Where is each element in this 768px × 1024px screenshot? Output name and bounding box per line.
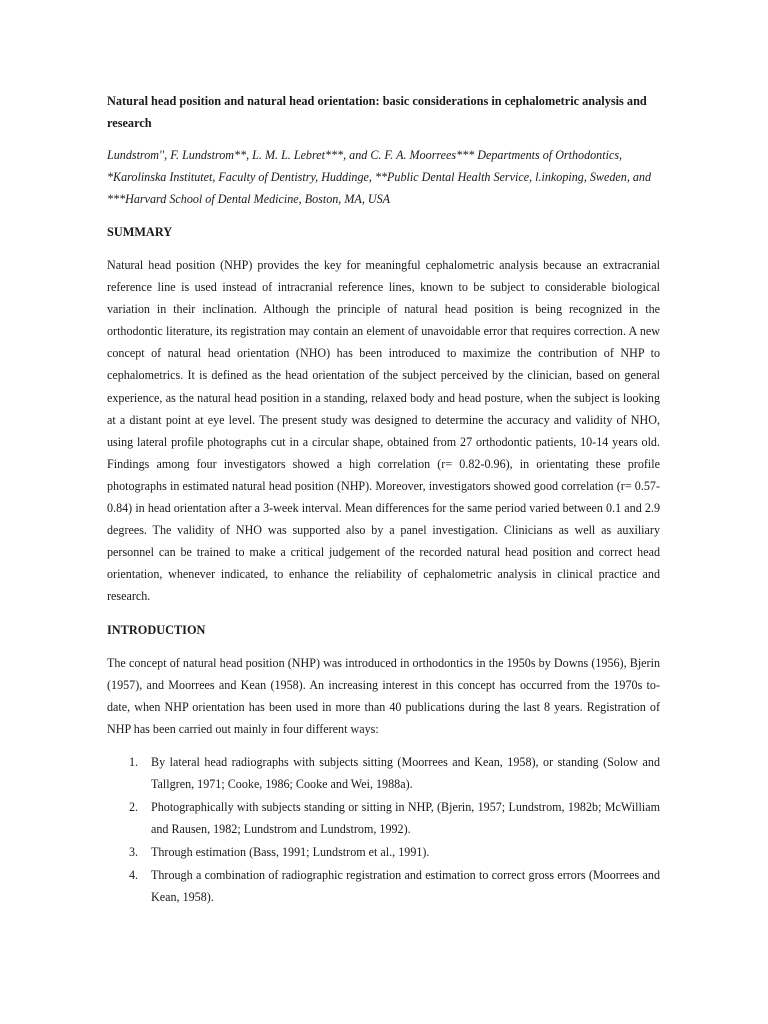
summary-paragraph: Natural head position (NHP) provides the key for meaningful cephalometric analysis because an extracranial reference line is used instead of intracranial reference lines, known to be subject to considerable biological variation in their inclination. Although the principle of natural head position is being recognized in the orthodontic literature, its registration may contain an element of unavoidable error that requires correction. A new concept of natural head orientation (NHO) has been introduced to maximize the contribution of NHP to cephalometrics. It is defined as the head orientation of the subject perceived by the clinician, based on general experience, as the natural head position in a standing, relaxed body and head posture, when the subject is looking at a distant point at eye level. The present study was designed to determine the accuracy and validity of NHO, using lateral profile photographs cut in a circular shape, obtained from 27 orthodontic patients, 10-14 years old. Findings among four investigators showed a high correlation (r= 0.82-0.96), in orientating these profile photographs in estimated natural head position (NHP). Moreover, investigators showed good correlation (r= 0.57-0.84) in head orientation after a 3-week interval. Mean differences for the same period varied between 0.1 and 2.9 degrees. The validity of NHO was supported also by a panel investigation. Clinicians as well as auxiliary personnel can be trained to make a critical judgement of the recorded natural head position and correct head orientation, whenever indicated, to enhance the reliability of cephalometric analysis in clinical practice and research.: [107, 258, 660, 604]
author-affiliations: Lundstrom'', F. Lundstrom**, L. M. L. Lebret***, and C. F. A. Moorrees*** Departments of Orthodontics, *Karolinska Institutet, Faculty of Dentistry, Huddinge, **Public Dental Health Service, l.inkoping, Sweden, and ***Harvard School of Dental Medicine, Boston, MA, USA: [107, 148, 652, 206]
list-item-text: Through a combination of radiographic registration and estimation to correct gross errors (Moorrees and Kean, 1958).: [151, 867, 660, 904]
list-item-number: 3.: [129, 844, 139, 859]
list-item-text: By lateral head radiographs with subjects sitting (Moorrees and Kean, 1958), or standing (Solow and Tallgren, 1971; Cooke, 1986; Cooke and Wei, 1988a).: [151, 754, 660, 791]
introduction-heading: INTRODUCTION: [107, 622, 206, 637]
list-item-text: Photographically with subjects standing or sitting in NHP, (Bjerin, 1957; Lundstrom, 1982b; McWilliam and Rausen, 1982; Lundstrom and Lundstrom, 1992).: [151, 799, 660, 836]
list-item: [107, 751, 660, 795]
list-item: [107, 864, 660, 908]
list-item-number: 1.: [129, 754, 139, 769]
list-item: [107, 796, 660, 840]
article-title: Natural head position and natural head orientation: basic considerations in cephalometric analysis and research: [107, 94, 647, 130]
list-item-number: 4.: [129, 867, 139, 882]
article-body: [107, 90, 660, 909]
list-item-text: Through estimation (Bass, 1991; Lundstrom et al., 1991).: [151, 844, 430, 859]
list-item-number: 2.: [129, 799, 139, 814]
introduction-paragraph: The concept of natural head position (NHP) was introduced in orthodontics in the 1950s by Downs (1956), Bjerin (1957), and Moorrees and Kean (1958). An increasing interest in this concept has occurred from the 1970s to-date, when NHP orientation has been used in more than 40 publications during the last 8 years. Registration of NHP has been carried out mainly in four different ways:: [107, 655, 660, 736]
registration-methods-list: [107, 751, 660, 908]
summary-heading: SUMMARY: [107, 225, 173, 239]
list-item: [107, 841, 660, 863]
